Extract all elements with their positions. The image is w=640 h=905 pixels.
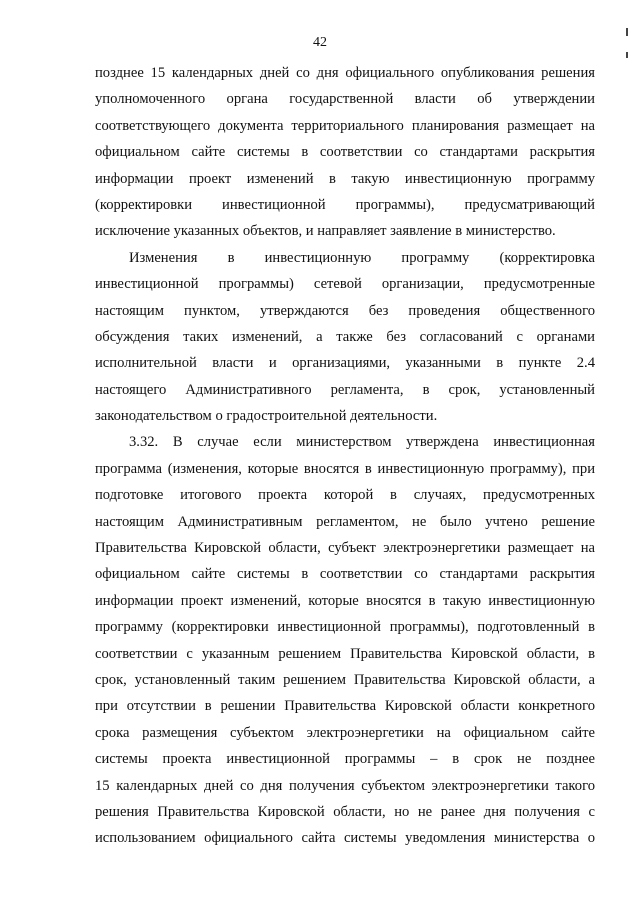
text-line: использованием официального сайта системы уведомления министерства о (95, 830, 595, 847)
text-line: решения Правительства Кировской области, но не ранее дня получения с (95, 803, 595, 820)
text-line: настоящим пунктом, утверждаются без проведения общественного (95, 302, 595, 319)
scan-artifact-mark (626, 28, 628, 36)
text-line: Изменения в инвестиционную программу (корректировка (129, 249, 595, 266)
text-line: инвестиционной программы) сетевой организации, предусмотренные (95, 276, 595, 293)
text-line: Правительства Кировской области, субъект электроэнергетики размещает на (95, 540, 595, 557)
text-line: информации проект изменений, которые вносятся в такую инвестиционную (95, 592, 595, 609)
document-body (95, 60, 595, 852)
text-line: соответствии с указанным решением Правительства Кировской области, в (95, 645, 595, 662)
text-line: информации проект изменений в такую инвестиционную программу (95, 170, 595, 187)
text-line: обсуждения таких изменений, а также без согласований с органами (95, 328, 595, 345)
text-line: официальном сайте системы в соответствии со стандартами раскрытия (95, 566, 595, 583)
text-line: срок, установленный таким решением Правительства Кировской области, а (95, 671, 595, 688)
text-line: исполнительной власти и организациями, указанными в пункте 2.4 (95, 355, 595, 372)
text-line: (корректировки инвестиционной программы), предусматривающий (95, 196, 595, 213)
page-number: 42 (313, 35, 327, 50)
text-line: уполномоченного органа государственной власти об утверждении (95, 91, 595, 108)
text-line: законодательством о градостроительной деятельности. (95, 408, 438, 425)
text-line: настоящим Административным регламентом, не было учтено решение (95, 513, 595, 530)
text-line: программу (корректировки инвестиционной программы), подготовленный в (95, 619, 595, 636)
text-line: исключение указанных объектов, и направляет заявление в министерство. (95, 223, 556, 240)
text-line: при отсутствии в решении Правительства Кировской области конкретного (95, 698, 595, 715)
text-line: 3.32. В случае если министерством утверждена инвестиционная (129, 434, 595, 451)
text-line: системы проекта инвестиционной программы – в срок не позднее (95, 751, 595, 768)
text-line: позднее 15 календарных дней со дня официального опубликования решения (95, 65, 595, 81)
text-line: срока размещения субъектом электроэнергетики на официальном сайте (95, 724, 595, 741)
text-line: настоящего Административного регламента, в срок, установленный (95, 381, 595, 398)
text-line: 15 календарных дней со дня получения субъектом электроэнергетики такого (95, 777, 595, 794)
text-line: программа (изменения, которые вносятся в инвестиционную программу), при (95, 460, 595, 477)
text-line: официальном сайте системы в соответствии со стандартами раскрытия (95, 144, 595, 161)
text-line: соответствующего документа территориального планирования размещает на (95, 117, 595, 134)
scan-artifact-mark (626, 52, 628, 58)
text-line: подготовке итогового проекта которой в случаях, предусмотренных (95, 487, 595, 504)
